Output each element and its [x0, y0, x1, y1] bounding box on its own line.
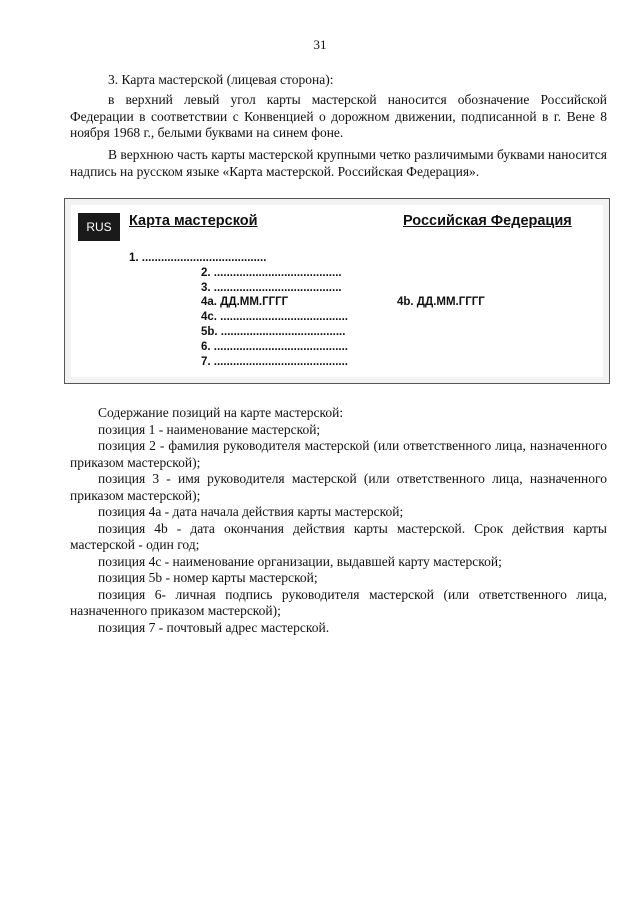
list-item: позиция 4c - наименование организации, выдавшей карту мастерской;: [98, 553, 502, 569]
card-field-4b: 4b. ДД.ММ.ГГГГ: [397, 296, 485, 308]
workshop-card-diagram: [64, 198, 610, 384]
card-field-3: 3. ........................................: [201, 282, 342, 294]
page-number: 31: [313, 37, 327, 52]
section-heading: 3. Карта мастерской (лицевая сторона):: [108, 72, 334, 87]
list-item: позиция 4a - дата начала действия карты мастерской;: [98, 504, 404, 519]
card-field-6: 6. ..........................................: [201, 341, 348, 353]
positions-content: [70, 405, 607, 636]
card-field-4a: 4a. ДД.ММ.ГГГГ: [201, 296, 289, 308]
card-title-left: Карта мастерской: [129, 213, 258, 229]
card-field-1: 1. .......................................: [129, 252, 267, 264]
card-field-7: 7. ..........................................: [201, 356, 348, 368]
list-item: позиция 7 - почтовый адрес мастерской.: [98, 619, 330, 635]
card-title-right: Российская Федерация: [403, 213, 572, 229]
card-field-4c: 4c. ........................................: [201, 311, 348, 323]
rus-badge: RUS: [78, 213, 120, 241]
list-item: позиция 2 - фамилия руководителя мастерской (или ответственного лица, назначенного приказом мастерской);: [70, 438, 607, 470]
list-item: позиция 3 - имя руководителя мастерской (или ответственного лица, назначенного приказом мастерской);: [70, 471, 607, 503]
list-item: позиция 5b - номер карты мастерской;: [98, 570, 318, 585]
list-item: позиция 6- личная подпись руководителя мастерской (или ответственного лица, назначенного приказом мастерской);: [70, 586, 607, 618]
list-item: позиция 1 - наименование мастерской;: [98, 421, 321, 437]
paragraph-designation: в верхний левый угол карты мастерской наносится обозначение Российской Федерации в соответствии с Конвенцией о дорожном движении, подписанной в г. Вене 8 ноября 1968 г., белыми буквами на синем фоне.: [70, 92, 607, 140]
list-item: позиция 4b - дата окончания действия карты мастерской. Срок действия карты мастерской - один год;: [70, 520, 607, 552]
content-heading: Содержание позиций на карте мастерской:: [98, 405, 344, 420]
card-field-2: 2. ........................................: [201, 267, 342, 279]
paragraph-title-text: В верхнюю часть карты мастерской крупными четко различимыми буквами наносится надпись на русском языке «Карта мастерской. Российская Федерация».: [70, 147, 607, 179]
card-field-5b: 5b. .......................................: [201, 326, 346, 338]
